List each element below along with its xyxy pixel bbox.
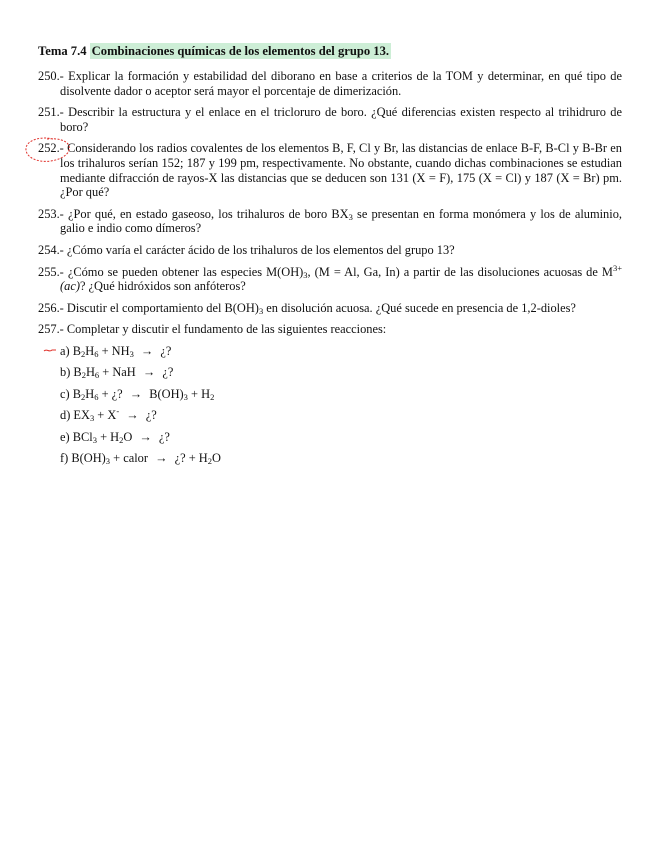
question-text-post: en disolución acuosa. ¿Qué sucede en presencia de 1,2-dioles? — [263, 300, 576, 315]
highlighted-title: Combinaciones químicas de los elementos del grupo 13. — [91, 44, 390, 58]
question-256 — [38, 301, 622, 316]
question-text: Considerando los radios covalentes de los elementos B, F, Cl y Br, las distancias de enlace B-F, B-Cl y B-Br en los trihaluros serían 152; 187 y 199 pm, respectivamente. No obstante, cuando dichas combinaciones se estudian mediante difracción de rayos-X las distancias que se deducen son 131 (X = F), 175 (X = Cl) y 187 (X = Br) pm. ¿Por qué? — [60, 141, 622, 200]
reaction-arrow: → — [129, 386, 143, 401]
aqueous-label: (ac) — [60, 279, 80, 294]
question-text-pre: ¿Por qué, en estado gaseoso, los trihaluros de boro BX — [68, 206, 349, 221]
question-number: 252.- — [38, 141, 64, 156]
subscript: 3 — [348, 211, 353, 222]
reaction-label: a) — [60, 343, 70, 358]
reaction-a: a) $B_2H_6 + NH_3$ → ¿? — [60, 344, 622, 358]
question-text: Completar y discutir el fundamento de las siguientes reacciones: — [66, 322, 387, 337]
question-number: 250.- — [38, 69, 64, 83]
question-251 — [38, 105, 622, 134]
reaction-label: c) — [60, 386, 70, 401]
reaction-product: ¿? — [145, 408, 157, 423]
question-253 — [38, 207, 622, 236]
question-text: Explicar la formación y estabilidad del diborano en base a criterios de la TOM y determinar, en qué tipo de disolvente dador o aceptor será mayor el porcentaje de dimerización. — [60, 69, 622, 98]
reaction-arrow: → — [155, 451, 168, 466]
reaction-unknown: ¿? — [111, 386, 123, 401]
reaction-label: b) — [60, 365, 71, 380]
question-text-post: se presentan en forma monómera y los de aluminio, galio e indio como dímeros? — [60, 206, 622, 236]
question-number: 256.- — [38, 300, 64, 315]
subscript: 3 — [258, 305, 264, 316]
reaction-b: b) $B_2H_6$ + NaH → ¿? — [60, 365, 174, 381]
section-title — [38, 44, 622, 59]
reaction-arrow: → — [140, 343, 154, 358]
reaction-e: e) $BCl_3 + H_2O$ → ¿? — [60, 429, 170, 445]
reaction-label: d) — [60, 408, 71, 423]
question-number: 254.- — [38, 242, 64, 257]
question-257 — [38, 322, 622, 337]
reaction-arrow: → — [142, 365, 156, 380]
question-text: Describir la estructura y el enlace en el tricloruro de boro. ¿Qué diferencias existen respecto al trihidruro de boro? — [60, 105, 622, 134]
reaction-arrow: → — [126, 408, 139, 423]
question-text-pre: ¿Cómo se pueden obtener las especies M(OH) — [67, 264, 304, 279]
reaction-list — [38, 344, 622, 466]
question-number: 253.- — [38, 206, 64, 221]
question-number: 257.- — [38, 322, 64, 337]
question-252 — [38, 141, 622, 199]
reaction-product: ¿? — [160, 343, 172, 358]
question-text-post: ? ¿Qué hidróxidos son anfóteros? — [79, 279, 246, 294]
question-text: ¿Cómo varía el carácter ácido de los trihaluros de los elementos del grupo 13? — [66, 242, 455, 257]
question-255 — [38, 262, 622, 294]
reaction-condition: + calor — [113, 451, 148, 466]
reaction-label: e) — [60, 429, 70, 444]
reaction-product: ¿? — [158, 429, 170, 444]
document-page — [38, 44, 622, 473]
question-text-pre: Discutir el comportamiento del B(OH) — [66, 300, 259, 315]
red-tick-annotation-icon — [43, 345, 57, 355]
reaction-product: ¿? — [174, 451, 186, 466]
reaction-arrow: → — [139, 429, 152, 444]
subscript: 3 — [303, 269, 308, 280]
question-250 — [38, 69, 622, 98]
reaction-c: c) $B_2H_6$ + ¿? → $B(OH)_3 + H_2$ — [60, 386, 215, 402]
question-number: 251.- — [38, 105, 64, 120]
reaction-d: d) $EX_3 + X^-$ → ¿? — [60, 406, 157, 424]
reaction-label: f) — [60, 451, 69, 466]
reaction-product: ¿? — [162, 365, 174, 380]
question-number: 255.- — [38, 264, 64, 279]
question-254 — [38, 243, 622, 258]
reaction-f: f) $B(OH)_3$ + calor → ¿? + $H_2O$ — [60, 451, 221, 467]
superscript: 3+ — [612, 262, 622, 273]
section-label: Tema 7.4 — [38, 44, 87, 58]
question-text-mid: , (M = Al, Ga, In) a partir de las disoluciones acuosas de M — [307, 264, 613, 279]
